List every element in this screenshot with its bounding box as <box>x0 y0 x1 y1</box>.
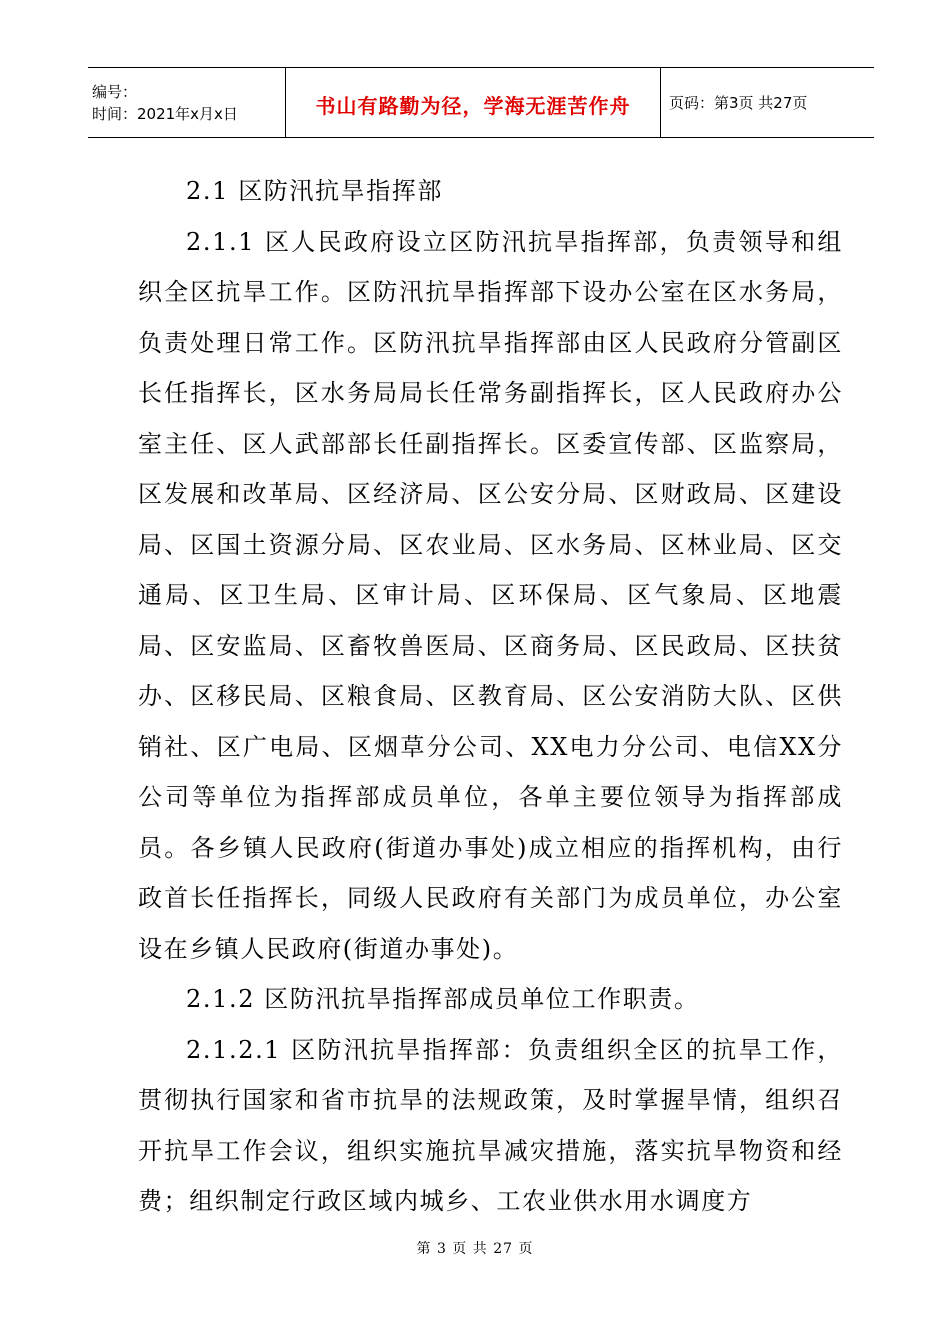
paragraph-2-1-2-1: 2.1.2.1 区防汛抗旱指挥部：负责组织全区的抗旱工作，贯彻执行国家和省市抗旱的法规政策，及时掌握旱情，组织召开抗旱工作会议，组织实施抗旱减灾措施，落实抗旱物资和经费；组织制定行政区域内城乡、工农业供水用水调度方 <box>138 1035 843 1215</box>
paragraph-2-1-2: 2.1.2 区防汛抗旱指挥部成员单位工作职责。 <box>186 985 700 1013</box>
paragraph-2-1-1: 2.1.1 区人民政府设立区防汛抗旱指挥部，负责领导和组织全区抗旱工作。区防汛抗旱指挥部下设办公室在区水务局，负责处理日常工作。区防汛抗旱指挥部由区人民政府分管副区长任指挥长，区水务局局长任常务副指挥长，区人民政府办公室主任、区人武部部长任副指挥长。区委宣传部、区监察局，区发展和改革局、区经济局、区公安分局、区财政局、区建设局、区国土资源分局、区农业局、区水务局、区林业局、区交通局、区卫生局、区审计局、区环保局、区气象局、区地震局、区安监局、区畜牧兽医局、区商务局、区民政局、区扶贫办、区移民局、区粮食局、区教育局、区公安消防大队、区供销社、区广电局、区烟草分公司、XX电力分公司、电信XX分公司等单位为指挥部成员单位，各单主要位领导为指挥部成员。各乡镇人民政府(街道办事处)成立相应的指挥机构，由行政首长任指挥长，同级人民政府有关部门为成员单位，办公室设在乡镇人民政府(街道办事处)。 <box>138 227 843 963</box>
page-footer: 第 3 页 共 27 页 <box>416 1241 534 1257</box>
header-page-number: 页码：第3页 共27页 <box>669 94 808 112</box>
document-number-label: 编号： <box>92 82 138 101</box>
document-body <box>138 166 843 1227</box>
section-heading-2-1: 2.1 区防汛抗旱指挥部 <box>186 177 443 205</box>
header-meta <box>88 68 285 137</box>
header-motto: 书山有路勤为径，学海无涯苦作舟 <box>285 68 661 137</box>
document-time-label: 时间：2021年x月x日 <box>92 104 238 123</box>
page-header <box>88 67 874 138</box>
